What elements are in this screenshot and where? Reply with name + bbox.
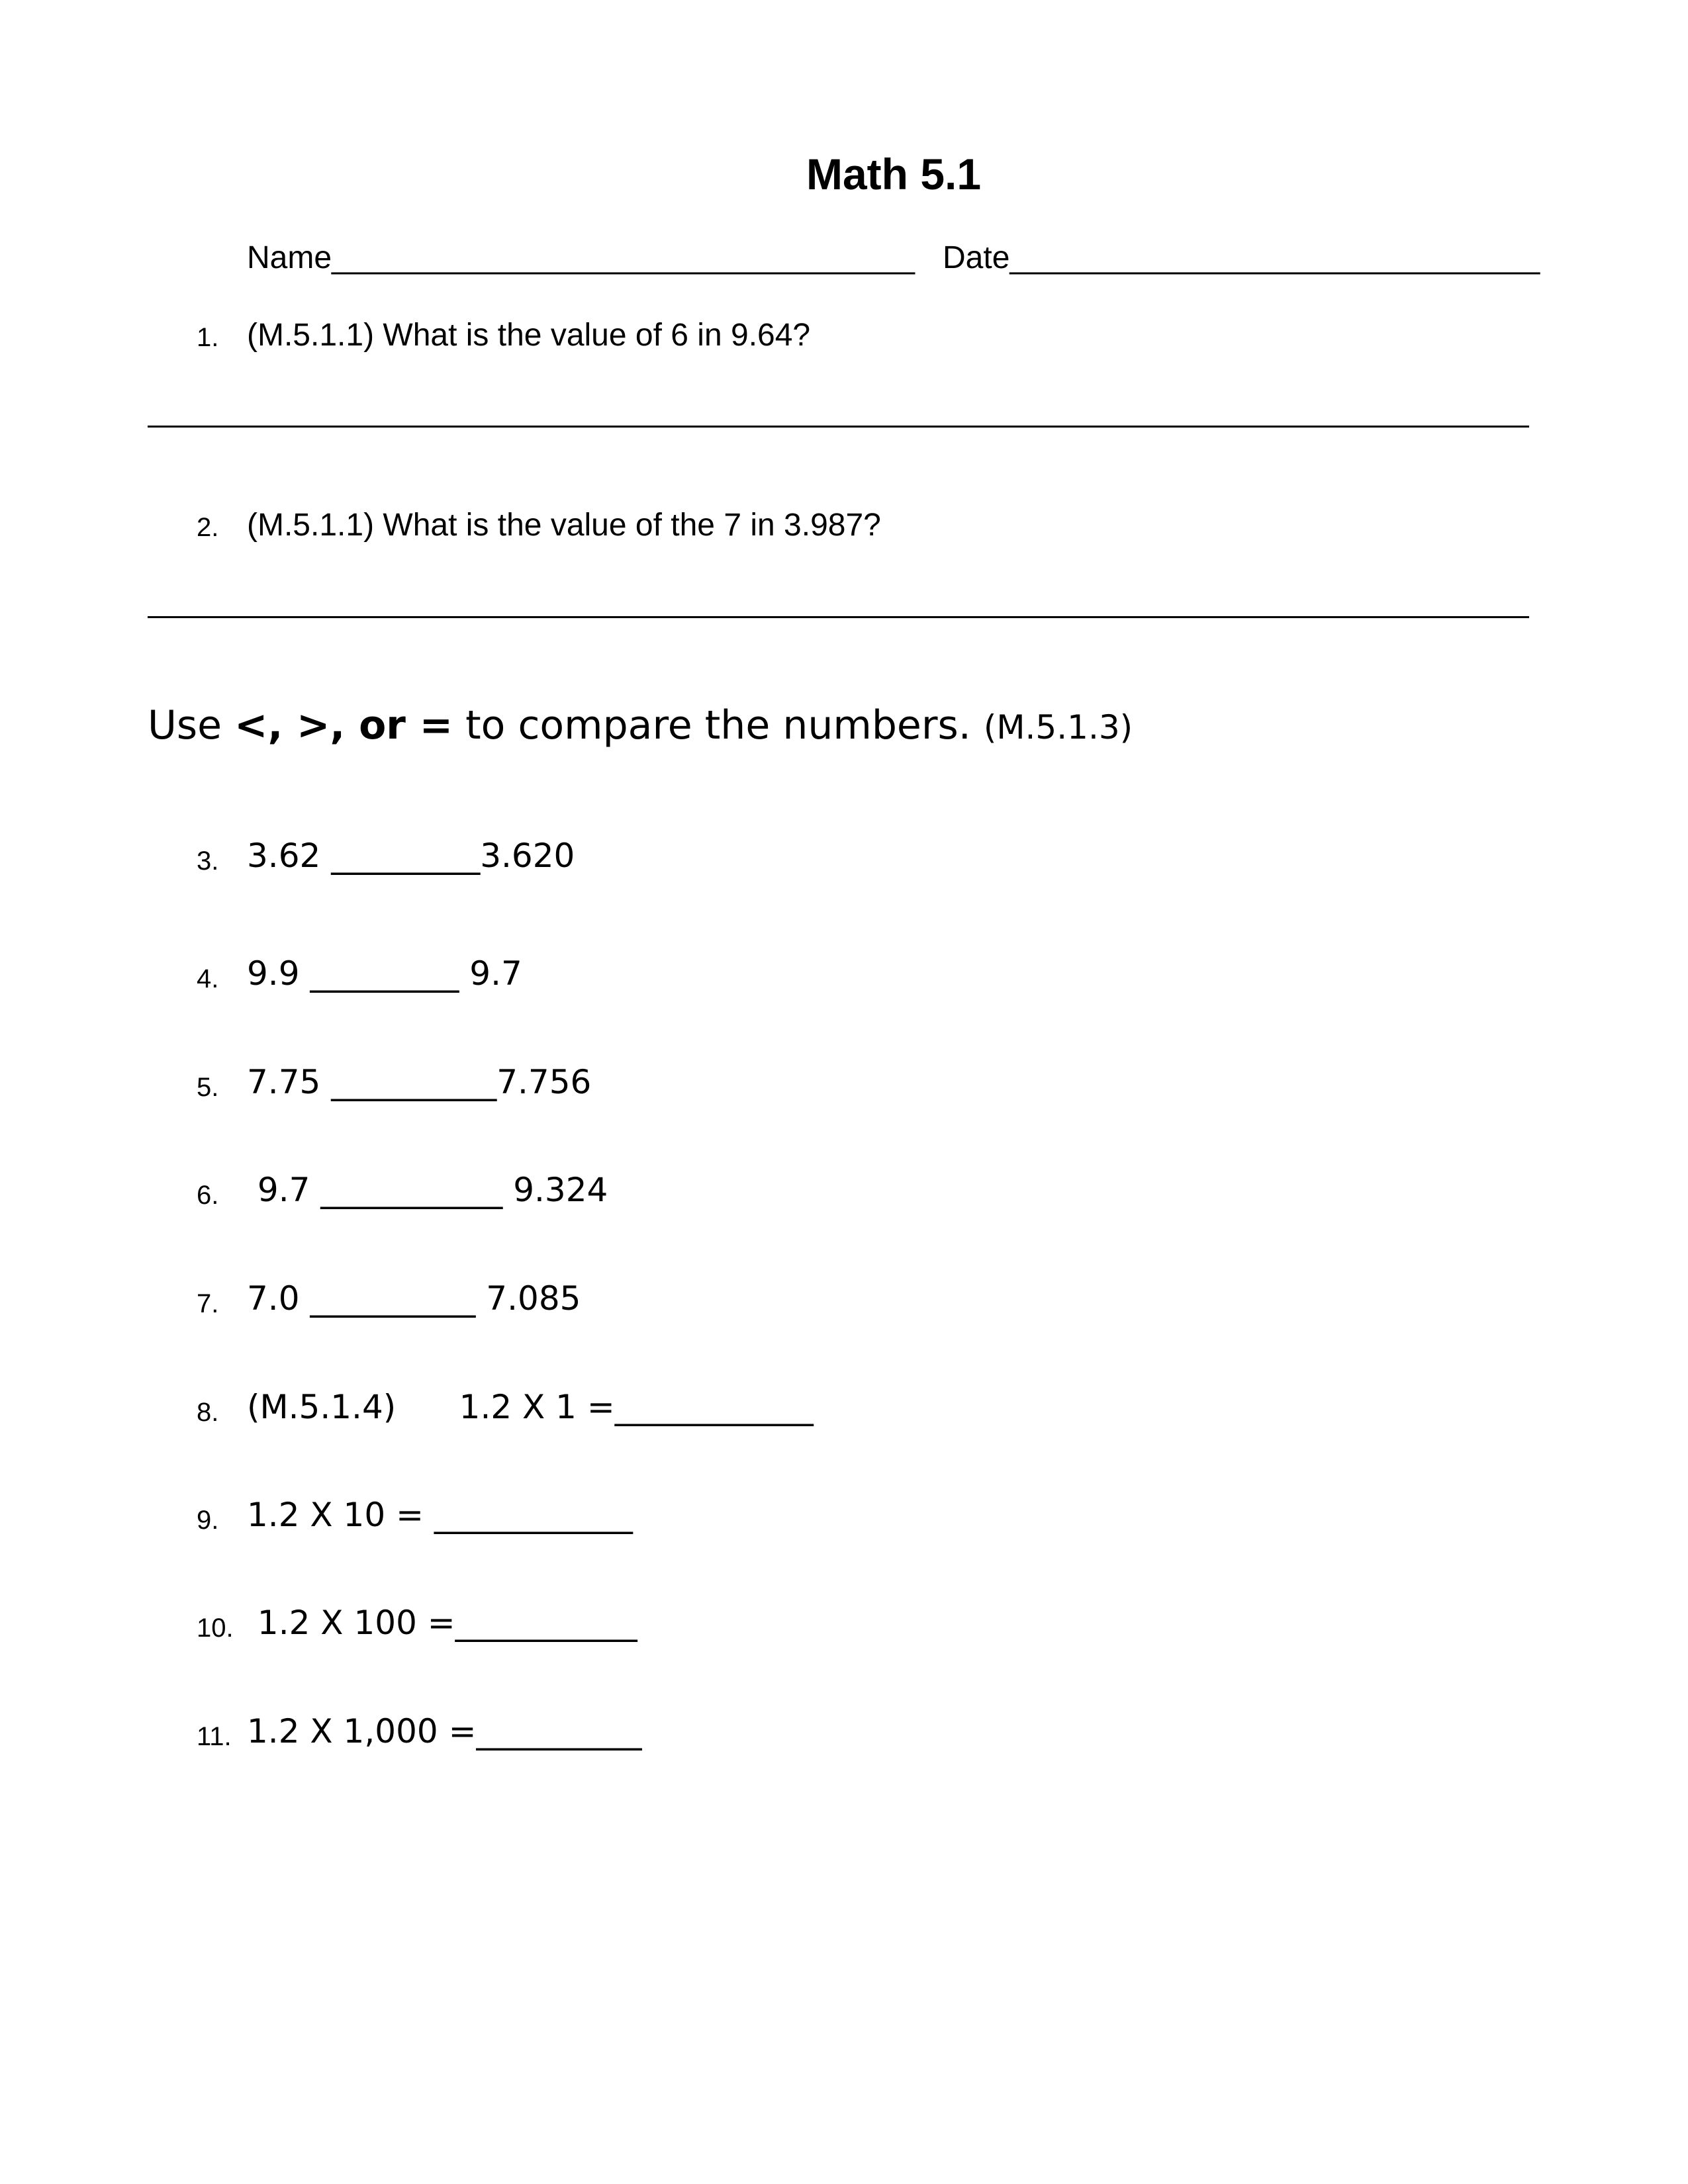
multiplication-item[interactable]: 1.2 X 100 =___________ (247, 1604, 637, 1642)
page-title: Math 5.1 (806, 150, 982, 199)
item-number: 8. (197, 1398, 219, 1427)
question-number: 1. (197, 323, 219, 352)
item-number: 11. (197, 1722, 232, 1751)
multiplication-item[interactable]: (M.5.1.4) 1.2 X 1 =____________ (247, 1388, 814, 1426)
item-number: 3. (197, 846, 219, 876)
item-number: 4. (197, 964, 219, 993)
question-text: (M.5.1.1) What is the value of 6 in 9.64? (247, 318, 811, 353)
item-number: 9. (197, 1506, 219, 1535)
date-field[interactable]: Date______________________________ (943, 240, 1540, 275)
item-number: 5. (197, 1073, 219, 1102)
answer-line[interactable] (148, 426, 1529, 428)
item-number: 6. (197, 1181, 219, 1210)
multiplication-item[interactable]: 1.2 X 1,000 =__________ (247, 1712, 642, 1751)
item-number: 7. (197, 1289, 219, 1318)
multiplication-item[interactable]: 1.2 X 10 = ____________ (247, 1496, 633, 1534)
comparison-item[interactable]: 3.62 _________3.620 (247, 837, 575, 875)
name-field[interactable]: Name_________________________________ (247, 240, 915, 275)
comparison-item[interactable]: 7.0 __________ 7.085 (247, 1279, 581, 1318)
item-number: 10. (197, 1614, 234, 1643)
comparison-item[interactable]: 7.75 __________7.756 (247, 1063, 592, 1101)
answer-line[interactable] (148, 616, 1529, 618)
question-text: (M.5.1.1) What is the value of the 7 in 3.987? (247, 508, 881, 543)
comparison-item[interactable]: 9.7 ___________ 9.324 (247, 1171, 608, 1209)
question-number: 2. (197, 513, 219, 542)
section-instructions: Use <, >, or = to compare the numbers. (M.5.1.3) (148, 702, 1133, 749)
comparison-item[interactable]: 9.9 _________ 9.7 (247, 954, 522, 993)
